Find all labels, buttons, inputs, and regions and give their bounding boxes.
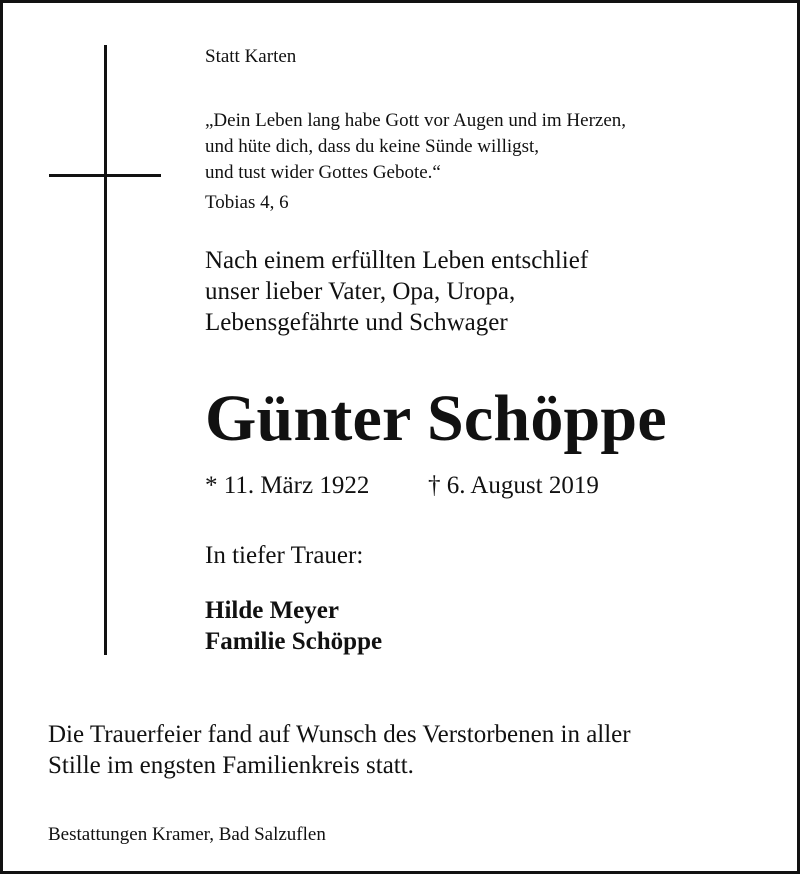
quote-line: und hüte dich, dass du keine Sünde willigst,	[205, 136, 540, 157]
intro-line: Nach einem erfüllten Leben entschlief	[205, 247, 589, 274]
notice-line: Die Trauerfeier fand auf Wunsch des Verstorbenen in aller	[48, 721, 631, 748]
mourners-heading: In tiefer Trauer:	[205, 542, 364, 569]
mourner-name: Hilde Meyer	[205, 597, 339, 624]
intro-line: unser lieber Vater, Opa, Uropa,	[205, 278, 516, 305]
notice-line: Stille im engsten Familienkreis statt.	[48, 752, 414, 779]
mourners-list	[205, 595, 382, 657]
quote-line: „Dein Leben lang habe Gott vor Augen und im Herzen,	[205, 110, 627, 131]
funeral-notice	[48, 719, 631, 781]
undertaker-credit: Bestattungen Kramer, Bad Salzuflen	[48, 824, 326, 845]
statt-karten-label: Statt Karten	[205, 46, 297, 67]
cross-vertical-beam	[104, 45, 107, 655]
death-date: † 6. August 2019	[428, 472, 599, 499]
intro-text	[205, 245, 588, 338]
cross-horizontal-beam	[49, 174, 161, 177]
intro-line: Lebensgefährte und Schwager	[205, 309, 508, 336]
mourner-name: Familie Schöppe	[205, 628, 383, 655]
quote-source: Tobias 4, 6	[205, 192, 289, 213]
deceased-name: Günter Schöppe	[205, 382, 667, 455]
quote-line: und tust wider Gottes Gebote.“	[205, 162, 441, 183]
birth-date: * 11. März 1922	[205, 472, 370, 499]
bible-quote	[205, 108, 626, 186]
